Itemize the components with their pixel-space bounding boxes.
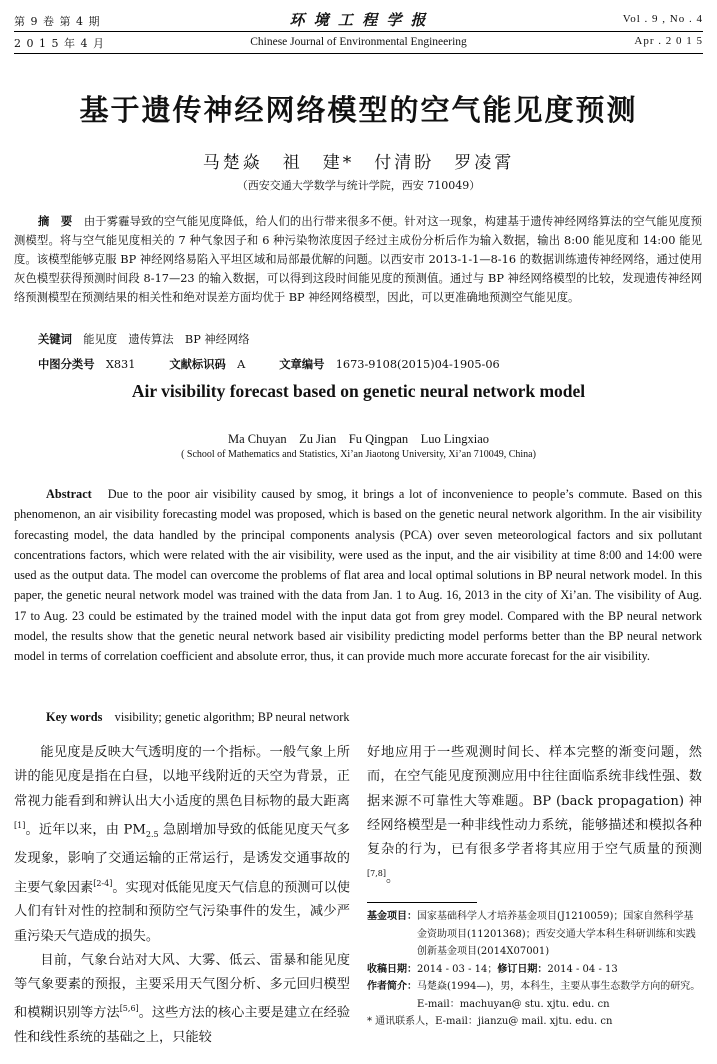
volume-cn: 第 9 卷 第 4 期 (14, 15, 101, 28)
footnote-rule (367, 902, 477, 903)
text-run: 急剧增加导致的低能见度天气多发现象，影响了交通运输的正常运行，是诱发交通事故的主要气象因素 (14, 822, 350, 895)
text-run: 目前，气象台站对大风、大雾、低云、雷暴和能见度等气象要素的预报，主要采用天气图分析、多元回归模型和模糊识别等方法 (14, 952, 350, 1021)
clc-value: X831 (105, 358, 136, 371)
revised-label: 修订日期： (497, 963, 548, 975)
doc-code-label: 文献标识码 (169, 357, 226, 371)
footnote-author (367, 978, 702, 1013)
article-no-label: 文章编号 (279, 357, 325, 371)
abstract-en-label: Abstract (46, 487, 92, 501)
keywords-cn-label: 关键词 (38, 332, 72, 346)
body-paragraph-1 (14, 741, 350, 949)
received-label: 收稿日期： (367, 963, 417, 975)
received-date: 2014 - 03 - 14； (417, 963, 498, 975)
abstract-en-text: Due to the poor air visibility caused by smog, it brings a lot of inconvenience to people’s commute. Based on this phenomenon, an air visibility forecasting model was proposed, which is based on the genetic neural network algorithm. In the air visibility forecasting model, the data handled by the principal components analysis (PCA) over seven meteorological factors and six pollutant concentrations factors, which were related with the air visibility, were used as the input, and the air visibility at time 8:00 and 14:00 were used as the output data. The model can overcome the problems of flat area and local optimal solutions in BP neural network model. In this paper, the genetic neural network model was trained with the data from Jan. 1 to Aug. 16, 2013 in the city of Xi’an. The visibility of Aug. 17 to Aug. 23 could be estimated by the trained model with the input data got from grey model. Compared with the BP neural network model, the results show that the genetic neural network based air visibility predicting model performs better than the BP neural network model in terms of correlation coefficient and absolute error, thus, it can provide much more accurate forecast for the air visibility. (14, 487, 702, 664)
text-run: 。实现对低能见度天气信息的预测可以使人们有针对性的控制和预防空气污染事件的发生，减少严重污染天气造成的损失。 (14, 879, 350, 944)
text-run: 。这些方法的核心主要是建立在经验性和线性系统的基础之上，只能较 (14, 1005, 351, 1046)
fund-text: 国家基础科学人才培养基金项目(J1210059)；国家自然科学基金资助项目(11201368)；西安交通大学本科生科研训练和实践创新基金项目(2014X07001) (417, 911, 696, 957)
paper-title-en: Air visibility forecast based on genetic neural network model (131, 381, 586, 401)
keywords-en (46, 707, 350, 725)
body-left-column (14, 741, 350, 1050)
classification-line (38, 356, 500, 372)
text-run: 。近年以来，由 PM (25, 822, 146, 838)
authors-cn: 马楚焱 祖 建* 付清盼 罗凌霄 (202, 153, 515, 173)
keywords-en-label: Key words (46, 710, 103, 724)
body-paragraph-2 (14, 949, 350, 1051)
affiliation-en: ( School of Mathematics and Statistics, Xi’an Jiaotong University, Xi’an 710049, China) (181, 449, 536, 460)
author-bio-text: 马楚焱(1994—)，男，本科生，主要从事生态数学方向的研究。E-mail：machuyan@ stu. xjtu. edu. cn (417, 981, 701, 1010)
fund-label: 基金项目： (367, 911, 417, 922)
date-en: Apr . 2 0 1 5 (634, 35, 703, 47)
author-bio-label: 作者简介： (367, 981, 417, 992)
revised-date: 2014 - 04 - 13 (547, 963, 618, 975)
doc-code-value: A (237, 358, 246, 371)
text-run: 能见度是反映大气透明度的一个指标。一般气象上所讲的能见度是指在白昼，以地平线附近的天空为背景，正常视力能看到和辨认出大小适度的黑色目标物的最大距离 (14, 745, 350, 809)
volume-en: Vol . 9 , No . 4 (622, 13, 703, 25)
footnote-corresponding: * 通讯联系人，E-mail：jianzu@ mail. xjtu. edu. cn (367, 1016, 613, 1027)
citation-ref: [7,8] (367, 869, 386, 879)
abstract-en (14, 484, 702, 667)
journal-title-en: Chinese Journal of Environmental Engineering (250, 36, 467, 48)
keywords-en-text: visibility; genetic algorithm; BP neural network (114, 710, 350, 724)
paper-title-cn: 基于遗传神经网络模型的空气能见度预测 (79, 93, 638, 127)
affiliation-cn: （西安交通大学数学与统计学院，西安 710049） (236, 179, 481, 192)
citation-ref: [1] (14, 820, 26, 830)
citation-ref: [5,6] (119, 1004, 139, 1014)
article-no-value: 1673-9108(2015)04-1905-06 (335, 358, 500, 371)
date-cn: 2 0 1 5 年 4 月 (14, 37, 105, 50)
abstract-cn-text: 由于雾霾导致的空气能见度降低，给人们的出行带来很多不便。针对这一现象，构建基于遗传神经网络算法的空气能见度预测模型。将与空气能见度相关的 7 种气象因子和 6 种污染物浓度因子经过主成份分析后作为输入数据，输出 8:00 能见度和 14:00 能见度。该模型能够克服 BP 神经网络易陷入平坦区域和局部最优解的问题。以西安市 2013-1-1—8-16 的数据训练遗传神经网络，通过使用灰色模型获得预测时间段 8-17—23 的输入数据，可以得到这段时间能见度的预测值。通过与 BP 神经网络模型的比较，发现遗传神经网络预测模型在预测结果的相关性和绝对误差方面均优于 BP 神经网络模型，因此，可以更准确地预测空气能见度。 (14, 215, 702, 304)
body-paragraph-3 (367, 741, 702, 891)
footnote-dates (367, 961, 702, 979)
abstract-cn (14, 212, 702, 307)
footnote-fund (367, 908, 702, 961)
pm-subscript: 2.5 (145, 829, 159, 839)
footnotes (367, 908, 702, 1031)
text-run: 好地应用于一些观测时间长、样本完整的渐变问题，然而，在空气能见度预测应用中往往面临系统非线性强、数据来源不可靠性大等难题。BP (back propagation) 神经网络模型是一种非线性动力系统，能够描述和模拟各种复杂的行为，已有很多学者将其应用于空气质量的预测 (367, 745, 702, 858)
body-right-column (367, 741, 702, 891)
keywords-cn-text: 能见度 遗传算法 BP 神经网络 (83, 333, 250, 346)
header-rule-top (14, 31, 703, 32)
clc-label: 中图分类号 (38, 357, 95, 371)
authors-en: Ma Chuyan Zu Jian Fu Qingpan Luo Lingxiao (227, 432, 490, 446)
header-rule-bottom (14, 53, 703, 54)
keywords-cn (38, 331, 250, 347)
abstract-cn-label: 摘 要 (38, 214, 73, 228)
citation-ref: [2-4] (93, 878, 113, 888)
journal-title-cn: 环 境 工 程 学 报 (289, 11, 428, 29)
text-run: 。 (385, 870, 400, 886)
